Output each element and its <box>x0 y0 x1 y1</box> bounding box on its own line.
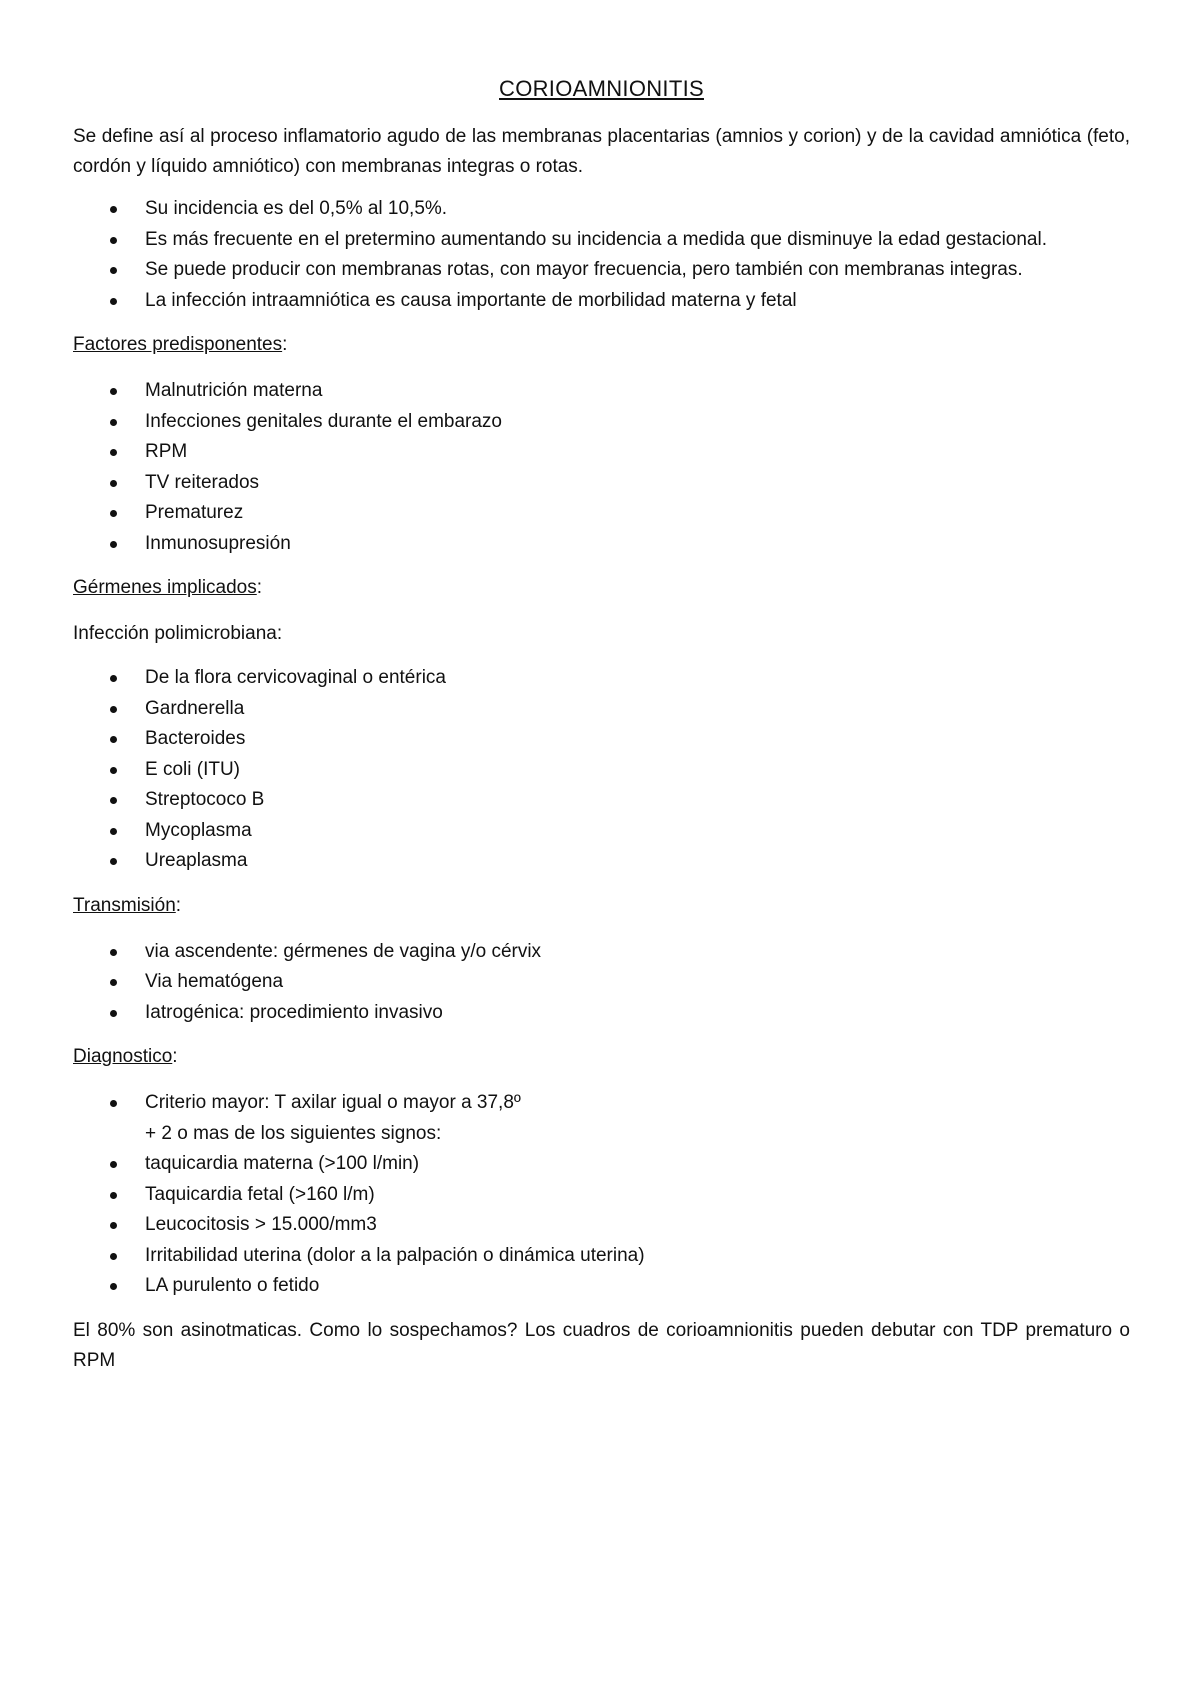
bullet-icon <box>110 675 117 682</box>
bullet-icon <box>110 828 117 835</box>
list-item: TV reiterados <box>73 468 1130 499</box>
germenes-list <box>73 663 1130 877</box>
list-item: Es más frecuente en el pretermino aumentando su incidencia a medida que disminuye la edad gestacional. <box>73 225 1130 256</box>
list-item: De la flora cervicovaginal o entérica <box>73 663 1130 694</box>
bullet-icon <box>110 797 117 804</box>
list-item: Se puede producir con membranas rotas, con mayor frecuencia, pero también con membranas integras. <box>73 255 1130 286</box>
list-item: La infección intraamniótica es causa importante de morbilidad materna y fetal <box>73 286 1130 317</box>
bullet-icon <box>110 480 117 487</box>
bullet-icon <box>110 949 117 956</box>
bullet-icon <box>110 237 117 244</box>
list-item: Ureaplasma <box>73 846 1130 877</box>
bullet-icon <box>110 267 117 274</box>
bullet-icon <box>110 1100 117 1107</box>
document-page <box>73 70 1130 1388</box>
list-item: LA purulento o fetido <box>73 1271 1130 1302</box>
bullet-icon <box>110 767 117 774</box>
bullet-icon <box>110 1283 117 1290</box>
intro-bullet-list <box>73 194 1130 316</box>
bullet-icon <box>110 449 117 456</box>
list-item: Taquicardia fetal (>160 l/m) <box>73 1180 1130 1211</box>
bullet-icon <box>110 510 117 517</box>
list-item-continuation: + 2 o mas de los siguientes signos: <box>145 1122 442 1144</box>
list-item: Inmunosupresión <box>73 529 1130 560</box>
list-item: Iatrogénica: procedimiento invasivo <box>73 998 1130 1029</box>
bullet-icon <box>110 388 117 395</box>
bullet-icon <box>110 1161 117 1168</box>
bullet-icon <box>110 1010 117 1017</box>
section-heading-diagnostico: Diagnostico: <box>73 1046 178 1067</box>
list-item: Gardnerella <box>73 694 1130 725</box>
section-heading-transmision: Transmisión: <box>73 894 182 916</box>
diagnostico-list <box>73 1088 1130 1302</box>
bullet-icon <box>110 541 117 548</box>
bullet-icon <box>110 736 117 743</box>
list-item: Irritabilidad uterina (dolor a la palpación o dinámica uterina) <box>73 1241 1130 1272</box>
intro-paragraph: Se define así al proceso inflamatorio agudo de las membranas placentarias (amnios y corion) y de la cavidad amniótica (feto, cordón y líquido amniótico) con membranas integras o rotas. <box>73 126 1130 177</box>
bullet-icon <box>110 1253 117 1260</box>
list-item: E coli (ITU) <box>73 755 1130 786</box>
list-item: via ascendente: gérmenes de vagina y/o cérvix <box>73 937 1130 968</box>
section-heading-factores: Factores predisponentes: <box>73 334 288 355</box>
bullet-icon <box>110 706 117 713</box>
bullet-icon <box>110 979 117 986</box>
bullet-icon <box>110 419 117 426</box>
list-item: Malnutrición materna <box>73 376 1130 407</box>
closing-paragraph: El 80% son asinotmaticas. Como lo sospechamos? Los cuadros de corioamnionitis pueden debutar con TDP prematuro o RPM <box>73 1319 1130 1371</box>
factores-list <box>73 376 1130 559</box>
document-title: CORIOAMNIONITIS <box>499 76 704 101</box>
bullet-icon <box>110 206 117 213</box>
list-item: Leucocitosis > 15.000/mm3 <box>73 1210 1130 1241</box>
bullet-icon <box>110 298 117 305</box>
list-item: Mycoplasma <box>73 816 1130 847</box>
section-heading-germenes: Gérmenes implicados: <box>73 577 263 598</box>
list-item: Infecciones genitales durante el embarazo <box>73 407 1130 438</box>
list-item: Su incidencia es del 0,5% al 10,5%. <box>73 194 1130 225</box>
list-item: Criterio mayor: T axilar igual o mayor a 37,8º <box>73 1088 1130 1119</box>
list-item: Prematurez <box>73 498 1130 529</box>
bullet-icon <box>110 1192 117 1199</box>
list-item: Streptococo B <box>73 785 1130 816</box>
bullet-icon <box>110 858 117 865</box>
transmision-list <box>73 937 1130 1029</box>
list-item: taquicardia materna (>100 l/min) <box>73 1149 1130 1180</box>
list-item: RPM <box>73 437 1130 468</box>
list-item: Via hematógena <box>73 967 1130 998</box>
germenes-subheading: Infección polimicrobiana: <box>73 623 283 644</box>
list-item: Bacteroides <box>73 724 1130 755</box>
bullet-icon <box>110 1222 117 1229</box>
